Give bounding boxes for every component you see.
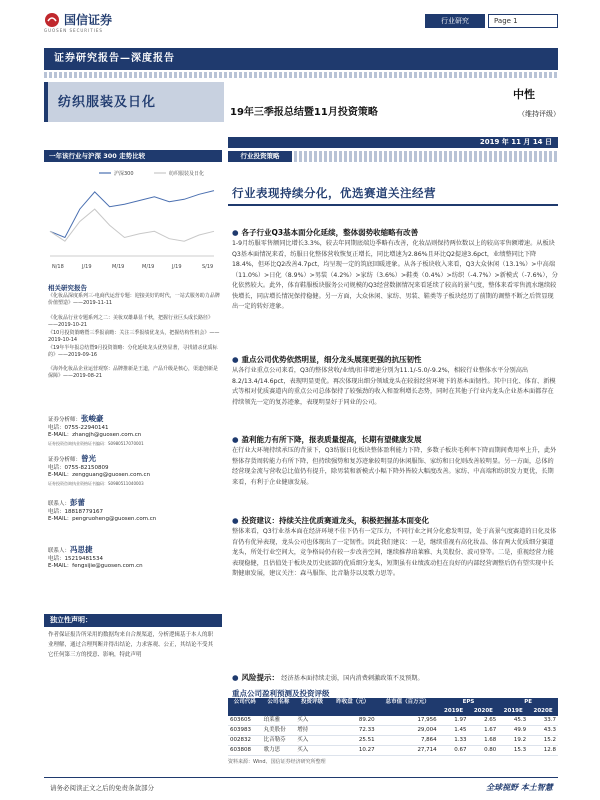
x-tick-label: N/18 (52, 264, 64, 270)
series-line (50, 209, 214, 241)
contact-name: 彭蕾 (70, 498, 86, 507)
section-body: 1-9月纺服零售额同比增长3.3%，较去年同期底端边季略有改善，化妆品则保持两位数以上的较高零售额增速。从板块Q3基本面情况来看，纺服日化整体营收恢复正增长，同比增速为2.86%且环比Q2提速3.6pct，业绩整同比下降18.4%，但环比Q2改善4.7pct，均呈现一定的筑底回暖迹象。从各子板块收入来看，Q3大众休闲（13.1%）>中高端（11.0%）>日化（8.9%）>男装（4.2%）>家纺（3.6%）>鞋类（0.4%）>纺织（-4.7%）>新模式（-7.6%），分化依然较大。此外，体育鞋服板块服务公司规模的Q3经营数据情况来看延续了较高的景气度，整体来看零售流水继续较快增长，同店增长情况保持稳健。另一方面，大众休闲、家纺、男装、鞋类等子板块经历了前期的调整不断之后管显现出一定的转好迹象。 (232, 240, 558, 310)
table-header: 公司代码 (228, 698, 262, 707)
table-subheader (228, 707, 262, 716)
table-header: EPS (439, 698, 499, 707)
contact-email[interactable]: E-MAIL：fengsijie@guosen.com.cn (48, 563, 143, 569)
table-header: 投资评级 (295, 698, 329, 707)
x-tick-label: J/19 (172, 264, 182, 270)
related-reports-title: 相关研究报告 (48, 284, 87, 292)
report-category-tag: 行业研究 (425, 14, 485, 28)
table-subheader-row (228, 707, 558, 716)
table-cell: 2.65 (469, 716, 499, 726)
table-cell: 比音勒芬 (262, 736, 296, 746)
x-tick-label: J/19 (82, 264, 92, 270)
contact-card (48, 546, 220, 571)
table-subheader: 2019E (439, 707, 469, 716)
table-cell: 丸美股份 (262, 726, 296, 736)
analyst-phone: 电话：0755-82150809 (48, 464, 109, 471)
footer-disclaimer: 请务必阅读正文之后的免责条款部分 (50, 784, 154, 792)
analyst-phone: 电话：0755-22940141 (48, 424, 109, 431)
table-cell: 89.20 (329, 716, 377, 726)
table-cell: 12.8 (528, 746, 558, 756)
contact-phone: 电话：15219481534 (48, 555, 103, 562)
analyst-role: 证券分析师： (48, 417, 82, 423)
table-title: 重点公司盈利预测及投资评级 (232, 689, 330, 698)
bullet-icon: ● (232, 516, 239, 525)
table-cell: 1.45 (439, 726, 469, 736)
contact-name: 冯思捷 (70, 545, 93, 554)
industry-name: 纺织服装及日化 (58, 95, 157, 110)
table-cell: 49.9 (498, 726, 528, 736)
analyst-cert: 证券投资咨询执业资格证书编码：S0980511040003 (48, 480, 144, 486)
table-cell: 10.27 (329, 746, 377, 756)
table-subheader (329, 707, 377, 716)
summary-section (232, 515, 558, 580)
table-cell: 45.3 (498, 716, 528, 726)
forecast-table (228, 698, 558, 756)
table-row (228, 726, 558, 736)
chart-title: 一年该行业与沪深 300 走势比较 (44, 150, 222, 162)
table-subheader: 2020E (528, 707, 558, 716)
brand-sub: GUOSEN SECURITIES (44, 28, 103, 33)
report-type-band: 证券研究报告—深度报告 (44, 48, 558, 70)
related-report-item[interactable]: 《化妆品深度系列三-电商代运营专题：迎接美好的时代，一站式服务助力品牌价值塑造》——2019-11-11 (48, 293, 220, 306)
table-cell: 72.33 (329, 726, 377, 736)
table-header: PE (498, 698, 558, 707)
analyst-email[interactable]: E-MAIL：zengguang@guosen.com.cn (48, 472, 151, 478)
performance-chart (44, 164, 222, 274)
table-row (228, 746, 558, 756)
table-cell: 买入 (295, 736, 329, 746)
table-cell: 1.68 (469, 736, 499, 746)
decorative-stripe (44, 72, 558, 78)
section-body: 在行业大环境持续承压的背景下，Q3纺服日化板块整体盈利能力下降，多数子板块毛利率下降而期间费用率上升，此外整体存货周转能力有所下降，但持续强势和复苏迹象较明显的休闲服饰、家纺和日化则改善较明显。另一方面，总体的经营现金流与营收总比值仍有提升，除男装和新模式小幅下降外皆较大幅度改善。家纺、中高端和纺织发力更优，长期来看，有利于企业健康发展。 (232, 447, 557, 486)
contact-role: 联系人： (48, 501, 71, 507)
section-heading: 重点公司优势依然明显，细分龙头展现更强的抗压韧性 (241, 355, 422, 364)
table-row (228, 736, 558, 746)
section-body: 整体来看，Q3行业基本面在经济环境不佳下仍有一定压力，不同行业之间分化愈发明显，处于高景气度赛道的日化及体育仍有优异表现，龙头公司也体现出了一定韧性。因此我们建议：一是，继续重视有高化妆品、体育两大优质细分赛道龙头，所处行业空间大，竞争格局仍有较一步改善空间，继续推荐珀莱雅、丸美股份、波司登等。二是，重视经营力能表现稳健，且估值处于板块及历史底部的优质细分龙头，短期虽有业绩波动但在良好的内部经营调整后仍有望实现中长期健康发展，建议关注：森马服饰、比音勒芬以及歌力思等。 (232, 528, 557, 577)
footer-rule (44, 777, 558, 778)
table-subheader: 2019E (498, 707, 528, 716)
table-cell: 歌力思 (262, 746, 296, 756)
independence-statement: 作者保证报告所采用的数据均来自合规渠道，分析逻辑基于本人的职业理解，通过合理判断并得出结论，力求客观、公正，其结论不受其它任何第三方的授意、影响，特此声明 (48, 632, 214, 658)
table-cell: 0.67 (439, 746, 469, 756)
independence-statement-title: 独立性声明： (44, 614, 222, 627)
bullet-icon: ● (232, 673, 239, 682)
table-cell: 珀莱雅 (262, 716, 296, 726)
headline: 行业表现持续分化，优选赛道关注经营 (232, 186, 436, 200)
report-title: 19年三季报总结暨11月投资策略 (230, 107, 378, 118)
table-cell: 1.97 (439, 716, 469, 726)
table-cell: 25.51 (329, 736, 377, 746)
rating: 中性 (513, 88, 535, 101)
table-header: 公司名称 (262, 698, 296, 707)
table-cell: 7,864 (377, 736, 439, 746)
headline-rule (228, 204, 558, 206)
contact-email[interactable]: E-MAIL：pengruoheng@guosen.com.cn (48, 516, 157, 522)
related-report-item[interactable]: 《海外化妆品企业运营观察：品牌推新是王道，产品升级是核心，渠道创新是保障》——2019-08-21 (48, 366, 219, 379)
summary-section (232, 434, 558, 488)
table-cell: 0.80 (469, 746, 499, 756)
bullet-icon: ● (232, 228, 239, 237)
section-heading: 各子行业Q3基本面分化延续，整体弱势收缩略有改善 (241, 228, 419, 237)
report-date: 2019 年 11 月 14 日 (228, 137, 558, 148)
analyst-email[interactable]: E-MAIL：zhangjh@guosen.com.cn (48, 432, 142, 438)
contact-phone: 电话：18818779167 (48, 508, 103, 515)
section-body: 经济基本面持续走弱，国内消费刺激政策不及预期。 (281, 675, 424, 682)
analyst-role: 证券分析师： (48, 457, 82, 463)
section-heading: 投资建议：持续关注优质赛道龙头，积极把握基本面变化 (241, 516, 430, 525)
table-cell: 15.3 (498, 746, 528, 756)
table-header: 昨收盘（元） (329, 698, 377, 707)
section-heading: 盈利能力有所下降，报表质量提高，长期有望健康发展 (241, 435, 422, 444)
page-number: Page 1 (488, 14, 558, 28)
table-cell: 002832 (228, 736, 262, 746)
table-body (228, 716, 558, 756)
chart-svg (44, 164, 222, 274)
rating-note: （维持评级） (518, 110, 560, 118)
section-body: 从各行业重点公司来看，Q3的整体营收/业绩/扣非增速分别为11.1/-5.0/-9.2%，相较行业整体水平分别高出8.2/13.4/14.6pct，表现明显更优。再次体现出细分领域龙头在较弱经营环境下的基本面韧性。其中日化、体育、新模式等相对优质赛道内的重点公司总体保持了较强劲的收入和盈利增长态势，同时在其他子行业内龙头企业基本面都存在持续领先一定的复苏迹象，表现明显好于同业的公司。 (232, 367, 556, 406)
table-subheader (295, 707, 329, 716)
table-cell: 43.3 (528, 726, 558, 736)
footer-slogan: 全球视野 本土智慧 (486, 783, 553, 792)
table-cell: 19.2 (498, 736, 528, 746)
table-row (228, 716, 558, 726)
contact-card (48, 499, 220, 524)
analyst-card (48, 415, 220, 447)
series-line (50, 191, 214, 238)
legend-label: 纺织服装及日化 (169, 171, 205, 177)
x-tick-label: M/19 (142, 264, 155, 270)
summary-section (232, 227, 558, 313)
summary-section (232, 354, 558, 408)
table-cell: 603605 (228, 716, 262, 726)
table-cell: 603983 (228, 726, 262, 736)
table-cell: 29,004 (377, 726, 439, 736)
table-cell: 33.7 (528, 716, 558, 726)
analyst-card (48, 455, 220, 487)
analyst-name: 曾光 (81, 454, 97, 463)
brand-logo-icon (44, 12, 60, 28)
table-header-row (228, 698, 558, 707)
analyst-cert: 证券投资咨询执业资格证书编码：S0980517070001 (48, 440, 144, 446)
table-cell: 买入 (295, 716, 329, 726)
table-cell: 17,956 (377, 716, 439, 726)
related-report-item[interactable]: 《化妆品行业专题系列之二：美妆双雄暴显千秋，把握行业巨头成长路径》——2019-10-21 (48, 315, 214, 328)
bullet-icon: ● (232, 355, 239, 364)
legend-label: 沪深300 (114, 171, 134, 177)
table-cell: 27,714 (377, 746, 439, 756)
x-tick-label: M/19 (112, 264, 125, 270)
related-report-item[interactable]: 《10月投资策略暨三季报前瞻：关注三季报绩优龙头，把握结构性机会》——2019-10-14 (48, 330, 220, 343)
related-report-item[interactable]: 《19年半年报总结暨9月投资策略：分化延续龙头优势显著，寻找错杀优质标的》——2019-09-16 (48, 345, 218, 358)
table-cell: 603808 (228, 746, 262, 756)
bullet-icon: ● (232, 435, 239, 444)
risk-section (232, 672, 558, 685)
table-cell: 买入 (295, 746, 329, 756)
table-cell: 1.67 (469, 726, 499, 736)
table-subheader (377, 707, 439, 716)
table-source: 资料来源：Wind、国信证券经济研究所整理 (228, 759, 326, 765)
table-cell: 1.33 (439, 736, 469, 746)
table-subheader: 2020E (469, 707, 499, 716)
table-cell: 15.2 (528, 736, 558, 746)
section-heading: 风险提示： (241, 673, 280, 682)
contact-role: 联系人： (48, 548, 71, 554)
table-cell: 增持 (295, 726, 329, 736)
decorative-stripe (294, 151, 558, 162)
analyst-name: 张峻豪 (81, 414, 104, 423)
x-tick-label: S/19 (202, 264, 214, 270)
table-header: 总市值（百万元） (377, 698, 439, 707)
brand-name: 国信证券 (64, 13, 113, 27)
strategy-tag: 行业投资策略 (228, 151, 292, 162)
table-subheader (262, 707, 296, 716)
